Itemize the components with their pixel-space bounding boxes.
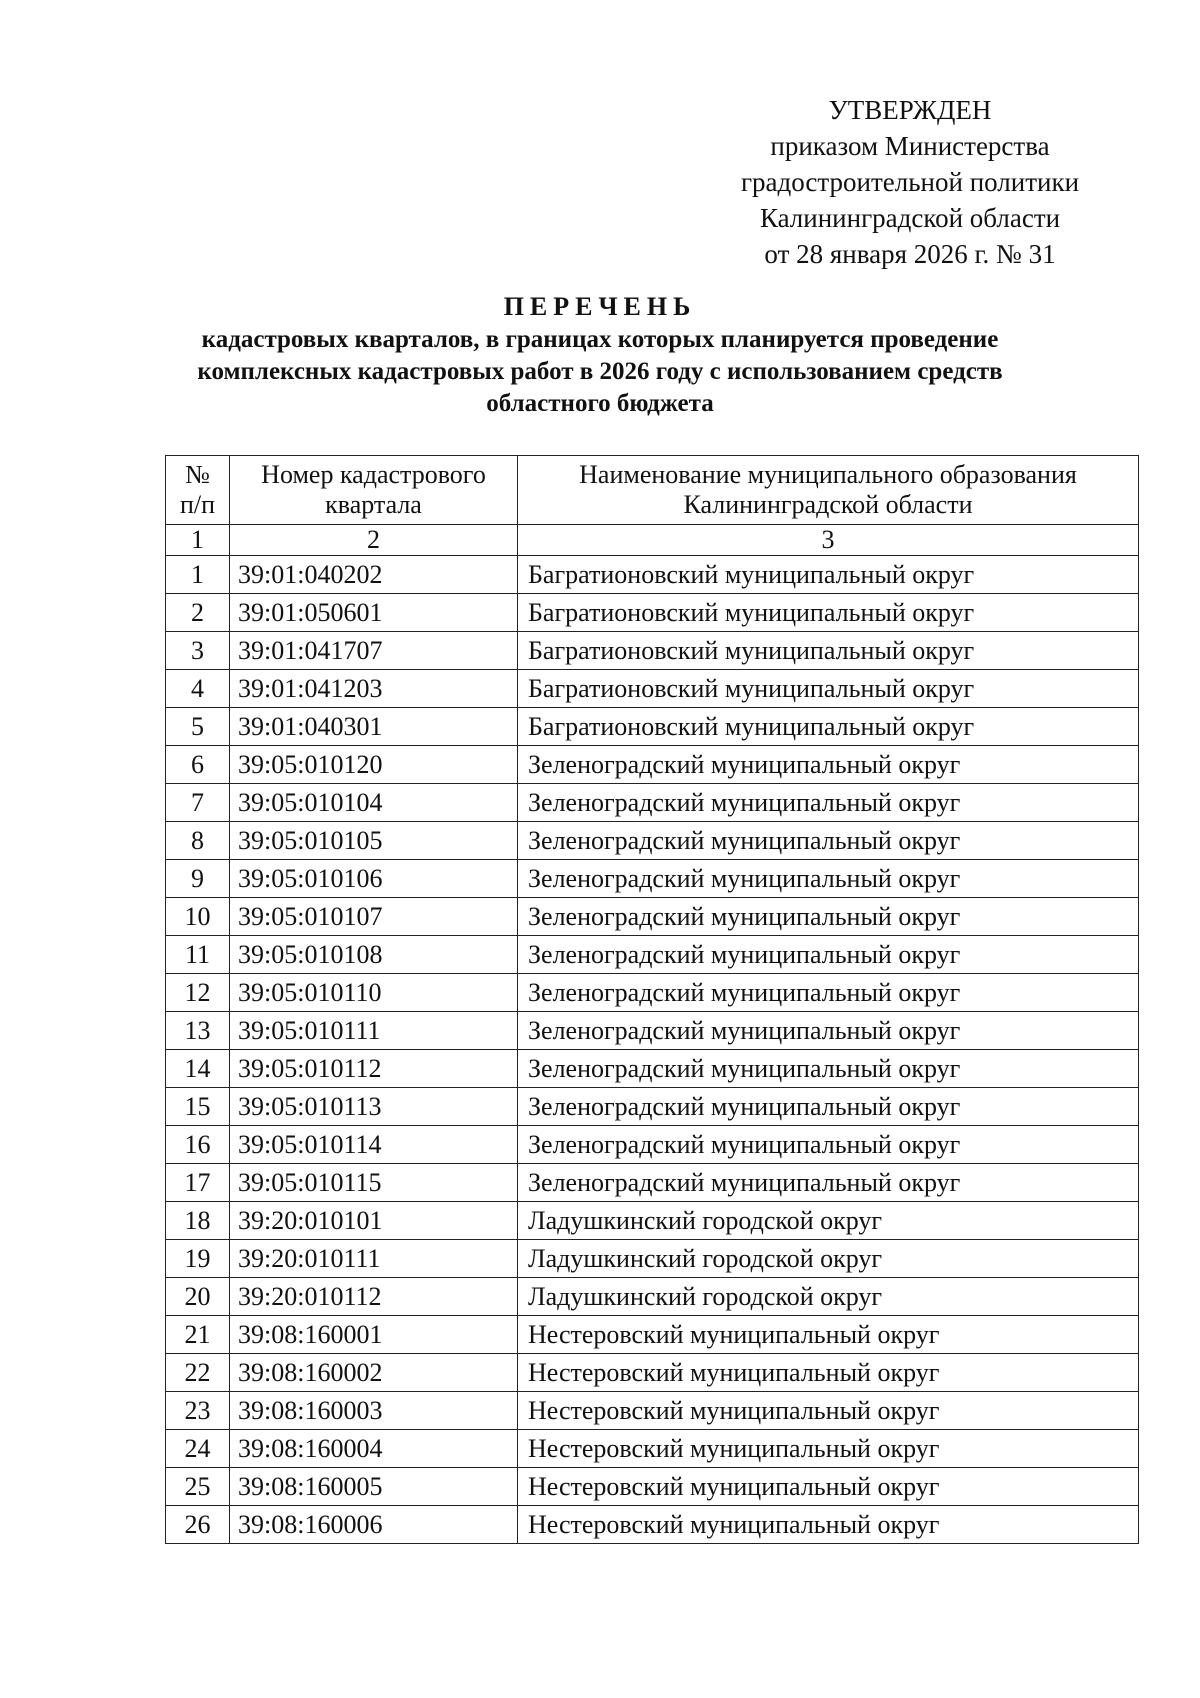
table-row <box>166 1354 1139 1392</box>
row-number: 21 <box>166 1316 230 1354</box>
municipality-name: Зеленоградский муниципальный округ <box>518 898 1139 936</box>
municipality-name: Зеленоградский муниципальный округ <box>518 936 1139 974</box>
column-number: 1 <box>166 525 230 556</box>
cadastral-number: 39:05:010110 <box>230 974 518 1012</box>
cadastral-number: 39:08:160006 <box>230 1506 518 1544</box>
header-code <box>230 456 518 525</box>
row-number: 7 <box>166 784 230 822</box>
cadastral-number: 39:05:010106 <box>230 860 518 898</box>
cadastral-number: 39:08:160004 <box>230 1430 518 1468</box>
table-row <box>166 1164 1139 1202</box>
table-row <box>166 1126 1139 1164</box>
row-number: 8 <box>166 822 230 860</box>
table-row <box>166 784 1139 822</box>
cadastral-number: 39:05:010120 <box>230 746 518 784</box>
title-main: ПЕРЕЧЕНЬ <box>503 292 697 321</box>
row-number: 5 <box>166 708 230 746</box>
municipality-name: Нестеровский муниципальный округ <box>518 1468 1139 1506</box>
table-row <box>166 1088 1139 1126</box>
row-number: 14 <box>166 1050 230 1088</box>
municipality-name: Ладушкинский городской округ <box>518 1278 1139 1316</box>
table-row <box>166 1202 1139 1240</box>
cadastral-number: 39:05:010113 <box>230 1088 518 1126</box>
cadastral-number: 39:01:040202 <box>230 556 518 594</box>
title-subtitle <box>100 324 1100 420</box>
row-number: 16 <box>166 1126 230 1164</box>
cadastral-number: 39:01:050601 <box>230 594 518 632</box>
municipality-name: Нестеровский муниципальный округ <box>518 1392 1139 1430</box>
cadastral-number: 39:08:160005 <box>230 1468 518 1506</box>
municipality-name: Зеленоградский муниципальный округ <box>518 746 1139 784</box>
municipality-name: Зеленоградский муниципальный округ <box>518 784 1139 822</box>
row-number: 19 <box>166 1240 230 1278</box>
table-row <box>166 1316 1139 1354</box>
cadastral-number: 39:08:160001 <box>230 1316 518 1354</box>
municipality-name: Зеленоградский муниципальный округ <box>518 860 1139 898</box>
cadastral-number: 39:05:010111 <box>230 1012 518 1050</box>
cadastral-number: 39:05:010108 <box>230 936 518 974</box>
municipality-name: Багратионовский муниципальный округ <box>518 556 1139 594</box>
row-number: 9 <box>166 860 230 898</box>
cadastral-number: 39:08:160003 <box>230 1392 518 1430</box>
row-number: 2 <box>166 594 230 632</box>
municipality-name: Нестеровский муниципальный округ <box>518 1506 1139 1544</box>
municipality-name: Зеленоградский муниципальный округ <box>518 1012 1139 1050</box>
cadastral-number: 39:20:010112 <box>230 1278 518 1316</box>
approval-order-line: приказом Министерства <box>770 131 1050 161</box>
row-number: 6 <box>166 746 230 784</box>
cadastral-number: 39:05:010115 <box>230 1164 518 1202</box>
table-row <box>166 708 1139 746</box>
cadastral-number: 39:05:010105 <box>230 822 518 860</box>
cadastral-number: 39:05:010104 <box>230 784 518 822</box>
approval-heading: УТВЕРЖДЕН <box>828 95 992 125</box>
header-name <box>518 456 1139 525</box>
cadastral-number: 39:05:010107 <box>230 898 518 936</box>
subtitle-line-3: областного бюджета <box>486 390 714 417</box>
municipality-name: Зеленоградский муниципальный округ <box>518 974 1139 1012</box>
table-row <box>166 632 1139 670</box>
cadastral-number: 39:05:010112 <box>230 1050 518 1088</box>
row-number: 3 <box>166 632 230 670</box>
row-number: 23 <box>166 1392 230 1430</box>
header-code-line-2: квартала <box>325 490 422 519</box>
header-num-line-2: п/п <box>179 490 216 519</box>
row-number: 26 <box>166 1506 230 1544</box>
row-number: 17 <box>166 1164 230 1202</box>
table-header-row <box>166 456 1139 525</box>
row-number: 24 <box>166 1430 230 1468</box>
municipality-name: Зеленоградский муниципальный округ <box>518 822 1139 860</box>
approval-ministry-line: градостроительной политики <box>740 167 1080 197</box>
header-name-line-2: Калининградской области <box>683 490 973 519</box>
table-row <box>166 556 1139 594</box>
cadastral-number: 39:20:010111 <box>230 1240 518 1278</box>
cadastral-number: 39:01:041203 <box>230 670 518 708</box>
table-row <box>166 1240 1139 1278</box>
row-number: 11 <box>166 936 230 974</box>
municipality-name: Багратионовский муниципальный округ <box>518 708 1139 746</box>
column-number: 2 <box>230 525 518 556</box>
row-number: 18 <box>166 1202 230 1240</box>
table-row <box>166 670 1139 708</box>
table-body <box>166 556 1139 1544</box>
table-row <box>166 594 1139 632</box>
municipality-name: Багратионовский муниципальный округ <box>518 670 1139 708</box>
row-number: 1 <box>166 556 230 594</box>
municipality-name: Багратионовский муниципальный округ <box>518 632 1139 670</box>
subtitle-line-1: кадастровых кварталов, в границах которых планируется проведение <box>201 326 999 353</box>
municipality-name: Нестеровский муниципальный округ <box>518 1354 1139 1392</box>
row-number: 20 <box>166 1278 230 1316</box>
cadastral-quarters-table <box>165 455 1139 1544</box>
header-num-line-1: № <box>185 460 210 489</box>
approval-date-line: от 28 января 2026 г. № 31 <box>764 239 1056 269</box>
table-row <box>166 822 1139 860</box>
table-row <box>166 1506 1139 1544</box>
cadastral-number: 39:01:040301 <box>230 708 518 746</box>
row-number: 22 <box>166 1354 230 1392</box>
municipality-name: Нестеровский муниципальный округ <box>518 1316 1139 1354</box>
subtitle-line-2: комплексных кадастровых работ в 2026 году с использованием средств <box>197 358 1003 385</box>
municipality-name: Багратионовский муниципальный округ <box>518 594 1139 632</box>
municipality-name: Нестеровский муниципальный округ <box>518 1430 1139 1468</box>
row-number: 15 <box>166 1088 230 1126</box>
header-num <box>166 456 230 525</box>
table-row <box>166 1392 1139 1430</box>
header-code-line-1: Номер кадастрового <box>261 460 486 489</box>
table-row <box>166 1430 1139 1468</box>
column-number: 3 <box>518 525 1139 556</box>
cadastral-number: 39:08:160002 <box>230 1354 518 1392</box>
cadastral-number: 39:05:010114 <box>230 1126 518 1164</box>
row-number: 10 <box>166 898 230 936</box>
table-row <box>166 746 1139 784</box>
approval-stamp <box>700 92 1120 272</box>
header-name-line-1: Наименование муниципального образования <box>579 460 1077 489</box>
municipality-name: Ладушкинский городской округ <box>518 1202 1139 1240</box>
table-row <box>166 860 1139 898</box>
table-row <box>166 1278 1139 1316</box>
table-row <box>166 1012 1139 1050</box>
municipality-name: Зеленоградский муниципальный округ <box>518 1050 1139 1088</box>
approval-region-line: Калининградской области <box>759 203 1061 233</box>
table-row <box>166 974 1139 1012</box>
municipality-name: Зеленоградский муниципальный округ <box>518 1126 1139 1164</box>
table-row <box>166 898 1139 936</box>
document-title <box>100 290 1100 420</box>
municipality-name: Ладушкинский городской округ <box>518 1240 1139 1278</box>
cadastral-number: 39:01:041707 <box>230 632 518 670</box>
row-number: 4 <box>166 670 230 708</box>
table-row <box>166 936 1139 974</box>
municipality-name: Зеленоградский муниципальный округ <box>518 1164 1139 1202</box>
row-number: 12 <box>166 974 230 1012</box>
cadastral-number: 39:20:010101 <box>230 1202 518 1240</box>
column-number-row <box>166 525 1139 556</box>
municipality-name: Зеленоградский муниципальный округ <box>518 1088 1139 1126</box>
table-row <box>166 1468 1139 1506</box>
table-row <box>166 1050 1139 1088</box>
row-number: 25 <box>166 1468 230 1506</box>
row-number: 13 <box>166 1012 230 1050</box>
